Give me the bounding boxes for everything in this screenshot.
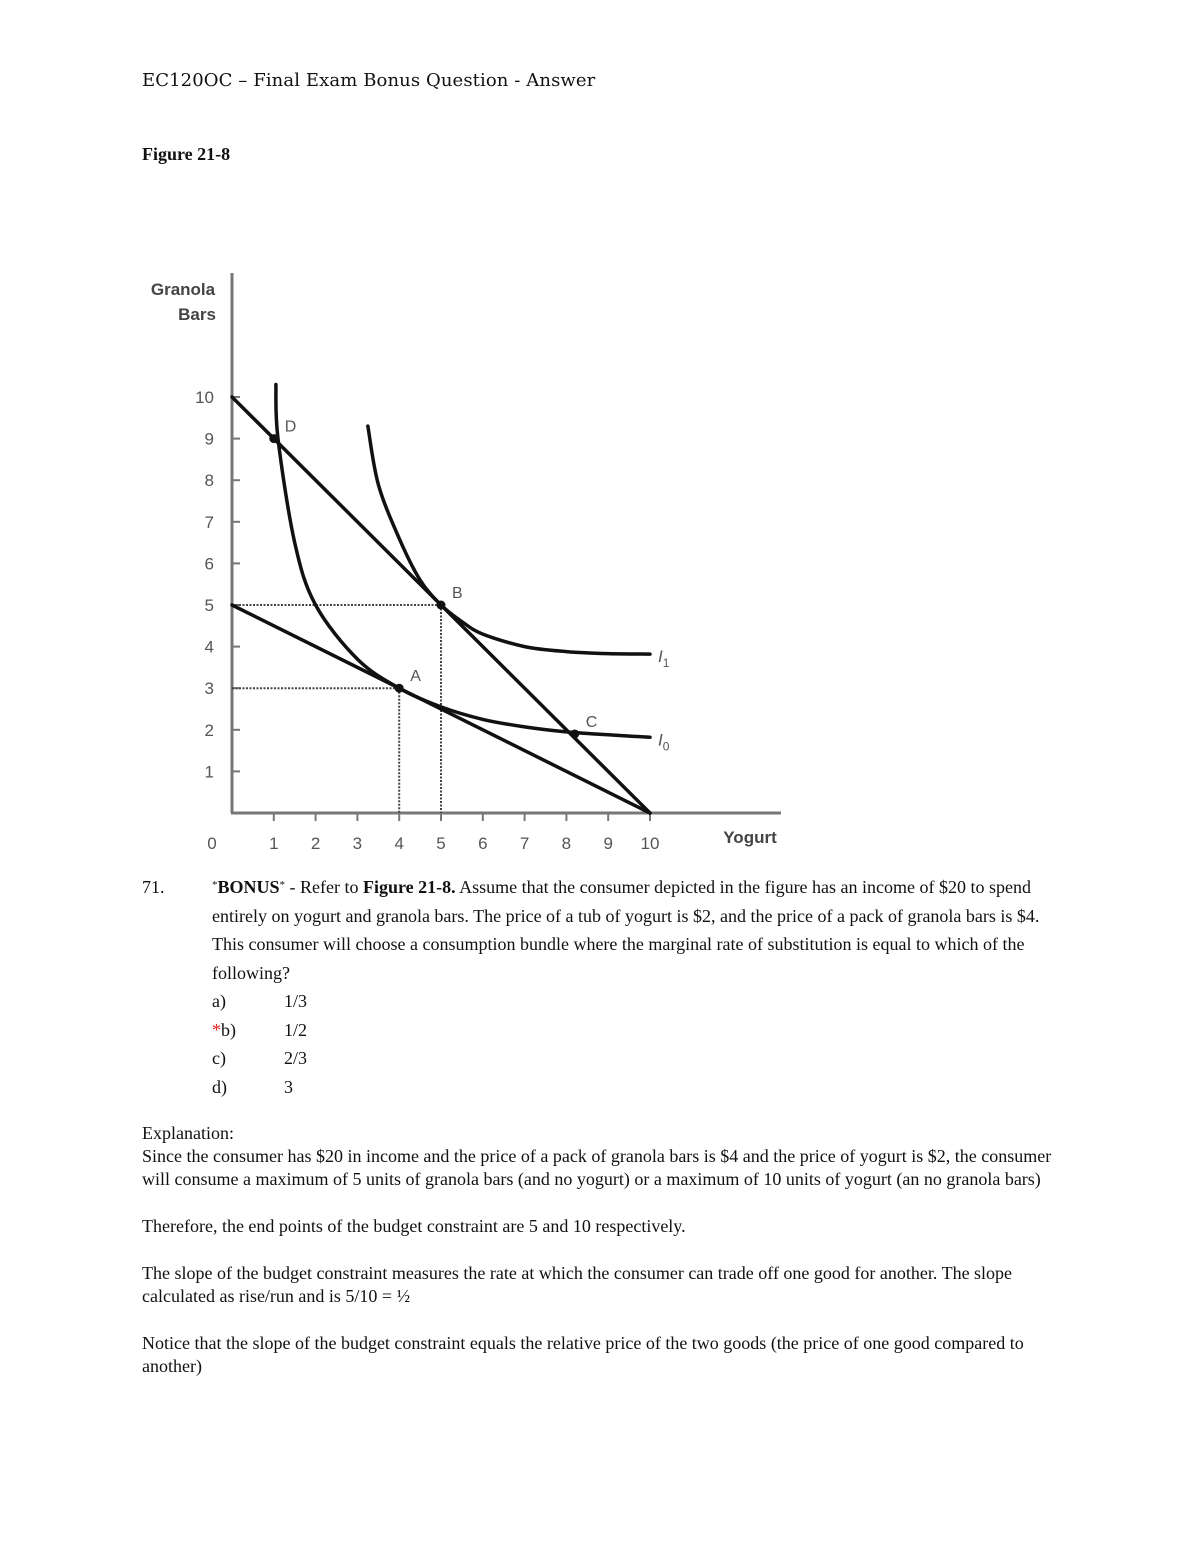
- indifference-curve-I0: [276, 385, 650, 738]
- point-D: [269, 434, 278, 443]
- choice-letter: [212, 1016, 236, 1045]
- x-tick-label: 5: [436, 834, 446, 853]
- question-number: 71.: [142, 877, 165, 897]
- x-axis-label: Yogurt: [723, 828, 777, 847]
- curve-label-main: I: [658, 647, 663, 667]
- explanation-paragraph-3: The slope of the budget constraint measures the rate at which the consumer can trade off one good for another. The slope calculated as rise/run and is 5/10 = ½: [142, 1263, 1013, 1306]
- explanation-paragraph-2: Therefore, the end points of the budget constraint are 5 and 10 respectively.: [142, 1216, 686, 1236]
- figure-reference: Figure 21-8.: [362, 877, 456, 897]
- point-label-B: B: [452, 585, 463, 602]
- x-tick-label: 9: [603, 834, 613, 853]
- explanation-paragraph-1: Since the consumer has $20 in income and the price of a pack of granola bars is $4 and the price of yogurt is $2, the consumer will consume a maximum of 5 units of granola bars (and no yogurt) or a maximum of 10 units of yogurt (an no granola bars): [142, 1146, 1052, 1189]
- indifference-curve-I1: [368, 426, 650, 654]
- choice-letter-text: a): [212, 991, 226, 1011]
- y-tick-label: 6: [204, 554, 214, 574]
- explanation-block: [142, 1122, 1062, 1402]
- explanation-label: Explanation:: [142, 1123, 234, 1143]
- curve-label-main: I: [658, 730, 663, 750]
- choice-letter: [212, 1073, 227, 1102]
- figure-title: Figure 21-8: [142, 144, 231, 164]
- answer-choices: [212, 987, 1072, 1101]
- choice-value: 1/3: [284, 991, 308, 1011]
- x-tick-label: 10: [640, 834, 660, 853]
- y-tick-label: 8: [204, 471, 214, 491]
- choice-value: 2/3: [284, 1048, 308, 1068]
- choice-letter-text: d): [212, 1076, 227, 1097]
- answer-choice: [212, 1044, 1072, 1073]
- x-tick-label: 1: [269, 834, 279, 853]
- choice-letter: [212, 1044, 226, 1073]
- answer-choice: [212, 987, 1072, 1016]
- y-tick-label: 4: [204, 637, 214, 657]
- x-tick-label: 4: [394, 834, 404, 853]
- document-header: EC120OC – Final Exam Bonus Question - Answer: [142, 70, 596, 91]
- choice-value: 1/2: [284, 1019, 308, 1040]
- question-body: [212, 873, 1072, 1101]
- refer-prefix: - Refer to: [285, 877, 363, 897]
- explanation-paragraph-4: Notice that the slope of the budget constraint equals the relative price of the two goods (the price of one good compared to another): [142, 1333, 1024, 1376]
- y-tick-label: 5: [204, 596, 214, 615]
- y-tick-label: 1: [204, 762, 214, 782]
- curve-label-subscript: 1: [662, 656, 670, 671]
- choice-letter-text: c): [212, 1048, 226, 1068]
- y-tick-label: 7: [204, 512, 214, 532]
- x-tick-label: 6: [478, 834, 488, 853]
- question-text: Assume that the consumer depicted in the figure has an income of $20 to spend entirely on yogurt and granola bars. The price of a tub of yogurt is $2, and the price of a pack of granola bars is $4. This consumer will choose a consumption bundle where the marginal rate of substitution is equal to which of the following?: [212, 877, 1040, 983]
- x-tick-label: 8: [561, 834, 572, 853]
- point-A: [395, 684, 404, 693]
- bonus-star-left: *: [212, 879, 218, 891]
- question-stem: [212, 873, 1072, 987]
- answer-choice: [212, 1073, 1072, 1102]
- y-axis-label-line2: Bars: [178, 305, 216, 324]
- point-label-D: D: [284, 418, 297, 436]
- answer-choice: [212, 1016, 1072, 1045]
- y-tick-label: 3: [204, 679, 214, 699]
- bonus-label: BONUS: [217, 877, 280, 897]
- choice-letter-text: b): [221, 1019, 236, 1040]
- choice-value: 3: [284, 1076, 293, 1097]
- x-tick-label: 7: [519, 834, 530, 853]
- correct-answer-star: *: [212, 1019, 221, 1040]
- choice-letter: [212, 987, 226, 1016]
- y-tick-label: 2: [204, 720, 214, 740]
- origin-label: 0: [207, 834, 217, 853]
- point-label-C: C: [585, 713, 598, 731]
- curve-label-I0: [658, 730, 670, 753]
- indifference-chart: [135, 265, 795, 865]
- y-tick-label: 9: [204, 429, 214, 449]
- point-C: [570, 729, 579, 738]
- point-B: [437, 601, 446, 610]
- x-tick-label: 3: [352, 834, 363, 853]
- bonus-star-right: *: [279, 879, 286, 891]
- y-tick-label: 10: [195, 388, 214, 407]
- y-axis-label-line1: Granola: [150, 280, 216, 299]
- curve-label-I1: [658, 647, 670, 670]
- curve-label-subscript: 0: [662, 739, 670, 754]
- point-label-A: A: [410, 668, 421, 686]
- x-tick-label: 2: [310, 834, 321, 853]
